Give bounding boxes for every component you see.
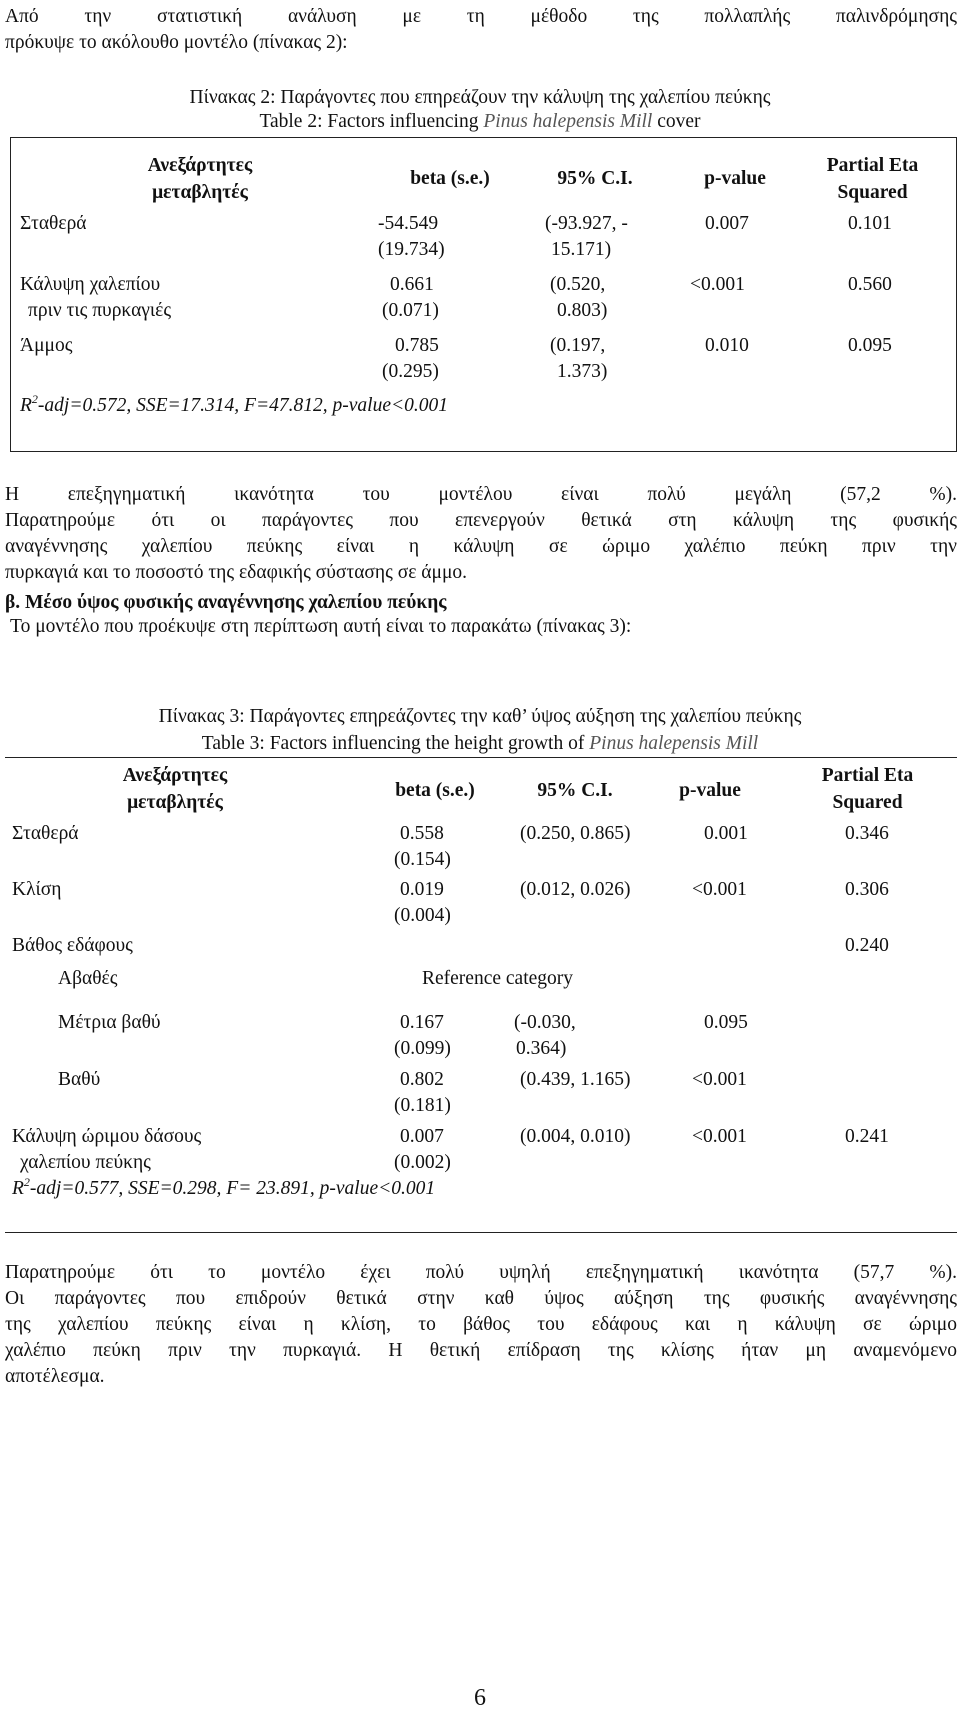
table3-row2-beta: 0.019: [400, 879, 444, 900]
table2-row1-eta: 0.101: [848, 213, 892, 234]
table3-row6-variable: Βαθύ: [58, 1069, 101, 1090]
table2-row1-ci-end: 15.171): [551, 239, 612, 260]
table3-top-rule: [5, 757, 957, 758]
table3-row6-beta: 0.802: [400, 1069, 444, 1090]
table3-row3-variable: Βάθος εδάφους: [12, 935, 133, 956]
table2-header-eta: [800, 152, 945, 206]
para2-line-1: Παρατηρούμε ότι το μοντέλο έχει πολύ υψηλή επεξηγηματική ικανότητα (57,7 %).: [5, 1262, 957, 1283]
table3-row7-variable: Κάλυψη ώριμου δάσους: [12, 1126, 202, 1147]
table3-header-beta: beta (s.e.): [395, 780, 475, 801]
table3-row2-variable: Κλίση: [12, 879, 62, 900]
table2-stat-r: R: [20, 395, 32, 416]
table3-row4-reference: Reference category: [422, 968, 574, 989]
table2-row3-pvalue: 0.010: [705, 335, 749, 356]
table2-row3-ci-end: 1.373): [557, 361, 608, 382]
table2-row2-pvalue: <0.001: [690, 274, 745, 295]
table2-row2-se: (0.071): [382, 300, 439, 321]
table3-row2-pvalue: <0.001: [692, 879, 747, 900]
header-eta-line2: Squared: [837, 182, 908, 203]
table2-header-pvalue: p-value: [704, 168, 766, 189]
table3-bottom-rule: [5, 1232, 957, 1233]
table3-row5-pvalue: 0.095: [704, 1012, 748, 1033]
para2-line-2: Οι παράγοντες που επιδρούν θετικά στην καθ ύψος αύξηση της φυσικής αναγέννησης: [5, 1288, 957, 1309]
table3-row4-variable: Αβαθές: [58, 968, 118, 989]
header-eta-line2: Squared: [832, 792, 903, 813]
table2-caption-prefix: Table 2: Factors influencing: [259, 111, 484, 132]
table3-row3-eta: 0.240: [845, 935, 889, 956]
section-b-heading: β. Μέσο ύψος φυσικής αναγέννησης χαλεπίου πεύκης: [5, 592, 447, 613]
table2-stat-sup: 2: [31, 392, 38, 406]
table2-top-rule: [10, 137, 957, 138]
table2-row3-ci-start: (0.197,: [550, 335, 606, 356]
header-var-line2: μεταβλητές: [152, 182, 248, 203]
table2-row2-variable-line2: πριν τις πυρκαγιές: [28, 300, 172, 321]
table2-row2-variable: Κάλυψη χαλεπίου: [20, 274, 161, 295]
table3-row2-ci: (0.012, 0.026): [520, 879, 631, 900]
table3-row1-se: (0.154): [394, 849, 451, 870]
table3-row2-eta: 0.306: [845, 879, 889, 900]
table2-row2-beta: 0.661: [390, 274, 434, 295]
table2-right-rule: [956, 137, 957, 452]
table3-row5-ci-start: (-0.030,: [514, 1012, 576, 1033]
table2-row2-ci-end: 0.803): [557, 300, 608, 321]
table3-caption-english: [0, 732, 960, 756]
table2-row1-ci-start: (-93.927, -: [545, 213, 628, 234]
table3-caption-species: Pinus halepensis Mill: [589, 733, 759, 754]
table2-caption-species: Pinus halepensis Mill: [483, 111, 653, 132]
table3-row1-pvalue: 0.001: [704, 823, 748, 844]
table2-row1-variable: Σταθερά: [20, 213, 87, 234]
table3-row1-ci: (0.250, 0.865): [520, 823, 631, 844]
table3-row6-ci: (0.439, 1.165): [520, 1069, 631, 1090]
table3-row7-se: (0.002): [394, 1152, 451, 1173]
table3-row1-eta: 0.346: [845, 823, 889, 844]
table2-stat-rest: -adj=0.572, SSE=17.314, F=47.812, p-value<0.001: [37, 395, 449, 416]
table2-row1-se: (19.734): [378, 239, 445, 260]
table3-header-eta: [795, 762, 940, 816]
table2-row1-pvalue: 0.007: [705, 213, 749, 234]
table2-header-ci: 95% C.I.: [557, 168, 633, 189]
table3-row6-se: (0.181): [394, 1095, 451, 1116]
para1-line-2: Παρατηρούμε ότι οι παράγοντες που επενεργούν θετικά στη κάλυψη της φυσικής: [5, 510, 957, 531]
header-var-line2: μεταβλητές: [127, 792, 223, 813]
table3-caption-greek: Πίνακας 3: Παράγοντες επηρεάζοντες την καθ’ ύψος αύξηση της χαλεπίου πεύκης: [158, 706, 802, 727]
section-b-text: Το μοντέλο που προέκυψε στη περίπτωση αυτή είναι το παρακάτω (πίνακας 3):: [10, 616, 632, 637]
table2-row3-variable: Άμμος: [20, 335, 73, 356]
table3-stat-sup: 2: [23, 1175, 30, 1189]
table3-row1-beta: 0.558: [400, 823, 444, 844]
table3-row1-variable: Σταθερά: [12, 823, 79, 844]
table2-header-beta: beta (s.e.): [410, 168, 490, 189]
header-var-line1: Ανεξάρτητες: [147, 155, 253, 176]
table2-row1-beta: -54.549: [378, 213, 439, 234]
para2-line-5: αποτέλεσμα.: [5, 1366, 105, 1387]
para2-line-4: χαλέπιο πεύκη πριν την πυρκαγιά. Η θετική επίδραση της κλίσης ήταν μη αναμενόμενο: [5, 1340, 957, 1361]
table3-row7-eta: 0.241: [845, 1126, 889, 1147]
para1-line-1: Η επεξηγηματική ικανότητα του μοντέλου είναι πολύ μεγάλη (57,2 %).: [5, 484, 957, 505]
page-number: 6: [474, 1685, 486, 1711]
table3-row5-beta: 0.167: [400, 1012, 444, 1033]
table2-row3-beta: 0.785: [395, 335, 439, 356]
table3-row2-se: (0.004): [394, 905, 451, 926]
table3-row7-variable-line2: χαλεπίου πεύκης: [20, 1152, 151, 1173]
table3-model-stats: [12, 1176, 435, 1202]
table2-header-variables: [110, 152, 290, 206]
table2-left-rule: [10, 137, 11, 452]
para1-line-3: αναγέννησης χαλεπίου πεύκης είναι η κάλυψη σε ώριμο χαλέπιο πεύκη πριν την: [5, 536, 957, 557]
table3-row5-ci-end: 0.364): [516, 1038, 567, 1059]
table2-row3-eta: 0.095: [848, 335, 892, 356]
table3-row5-variable: Μέτρια βαθύ: [58, 1012, 161, 1033]
table2-row3-se: (0.295): [382, 361, 439, 382]
table3-header-ci: 95% C.I.: [537, 780, 613, 801]
para1-line-4: πυρκαγιά και το ποσοστό της εδαφικής σύστασης σε άμμο.: [5, 562, 468, 583]
table3-header-pvalue: p-value: [679, 780, 741, 801]
header-var-line1: Ανεξάρτητες: [122, 765, 228, 786]
table3-row5-se: (0.099): [394, 1038, 451, 1059]
table2-row2-eta: 0.560: [848, 274, 892, 295]
intro-line-2: πρόκυψε το ακόλουθο μοντέλο (πίνακας 2):: [5, 32, 348, 53]
table2-caption-suffix: cover: [652, 111, 701, 132]
table2-bottom-rule: [10, 451, 957, 452]
table3-stat-rest: -adj=0.577, SSE=0.298, F= 23.891, p-value<0.001: [29, 1178, 436, 1199]
intro-line-1: Από την στατιστική ανάλυση με τη μέθοδο της πολλαπλής παλινδρόμησης: [5, 6, 957, 27]
header-eta-line1: Partial Eta: [826, 155, 919, 176]
table3-row7-beta: 0.007: [400, 1126, 444, 1147]
table3-row6-pvalue: <0.001: [692, 1069, 747, 1090]
header-eta-line1: Partial Eta: [821, 765, 914, 786]
table3-header-variables: [85, 762, 265, 816]
table2-model-stats: [20, 393, 448, 419]
para2-line-3: της χαλεπίου πεύκης είναι η κλίση, το βάθος του εδάφους και η κάλυψη σε ώριμο: [5, 1314, 957, 1335]
table3-stat-r: R: [12, 1178, 24, 1199]
table2-caption-english: [0, 110, 960, 134]
table3-caption-prefix: Table 3: Factors influencing the height growth of: [201, 733, 590, 754]
table3-row7-pvalue: <0.001: [692, 1126, 747, 1147]
table3-row7-ci: (0.004, 0.010): [520, 1126, 631, 1147]
table2-caption-greek: Πίνακας 2: Παράγοντες που επηρεάζουν την κάλυψη της χαλεπίου πεύκης: [189, 87, 771, 108]
table2-row2-ci-start: (0.520,: [550, 274, 606, 295]
